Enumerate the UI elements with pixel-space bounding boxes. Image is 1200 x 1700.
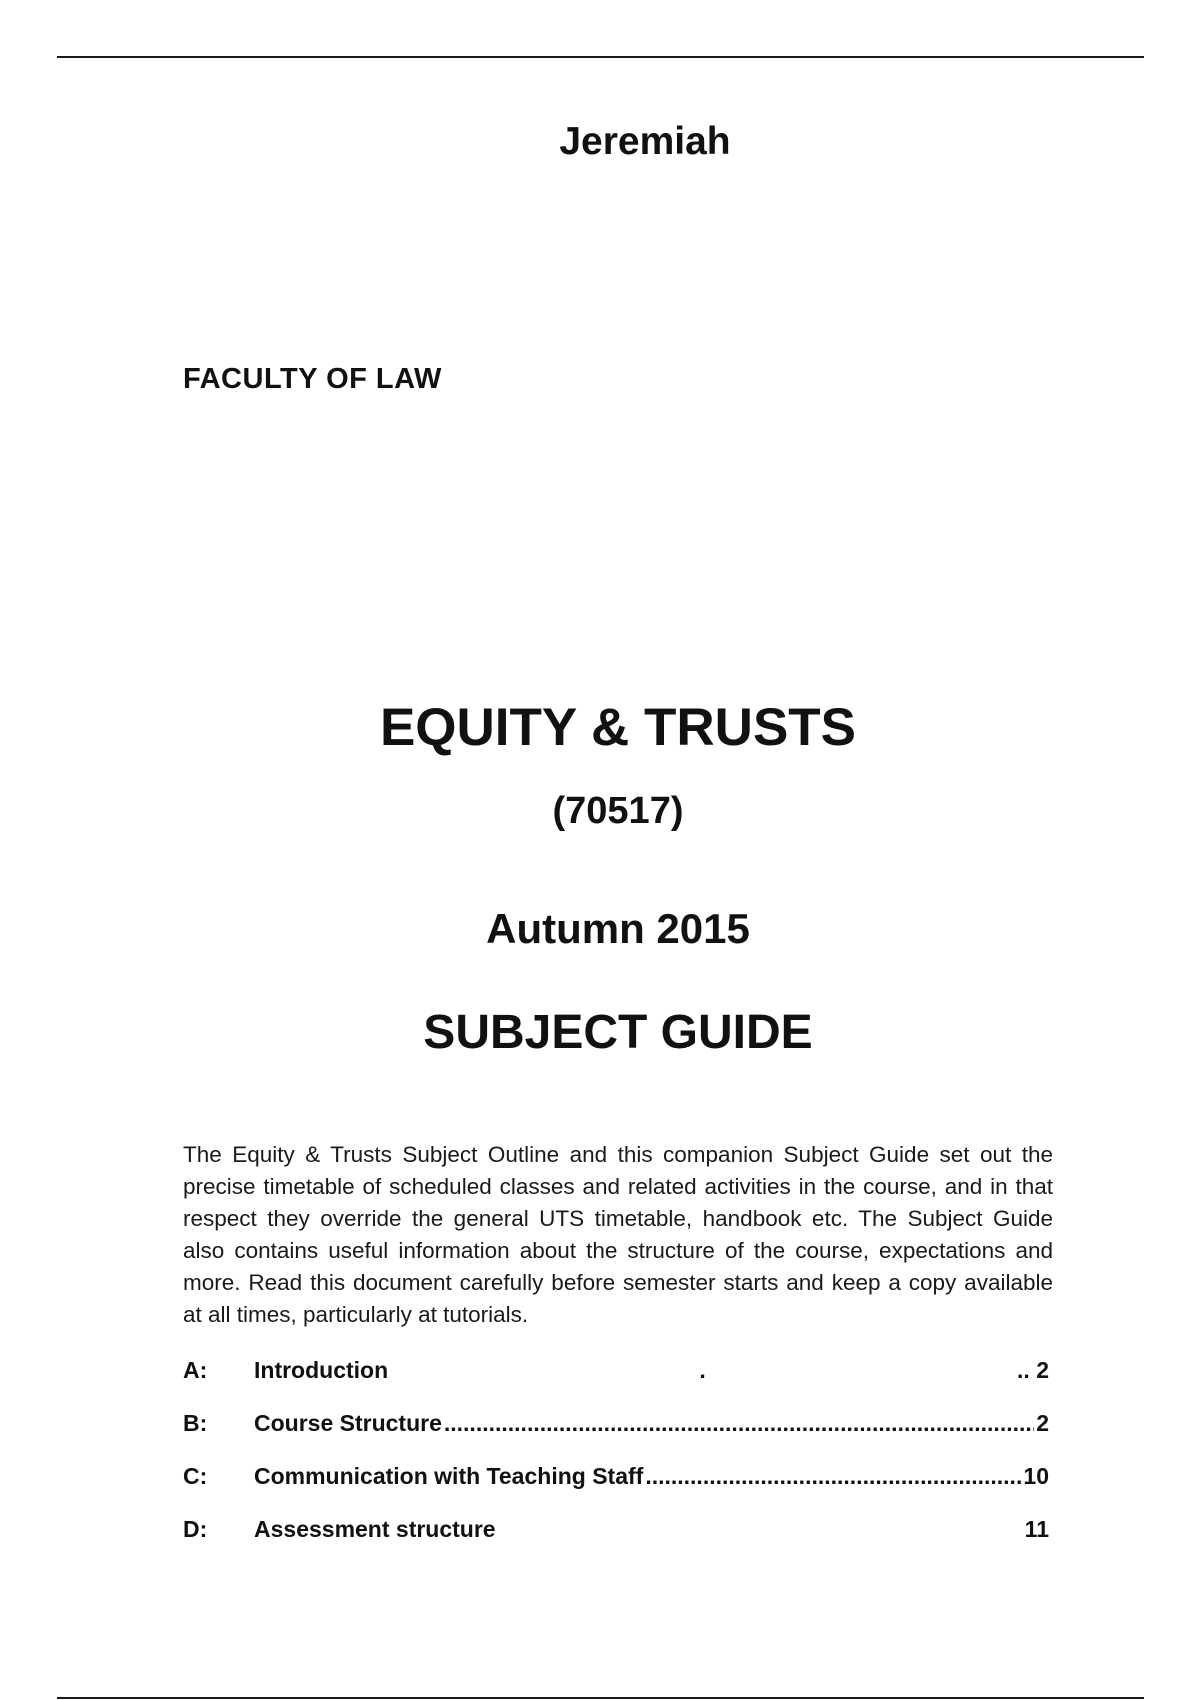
toc-label: Introduction: [254, 1357, 389, 1383]
bottom-rule: [57, 1697, 1144, 1699]
term-label: Autumn 2015: [486, 905, 750, 952]
toc-page-number: .. 2: [1017, 1357, 1049, 1383]
toc-letter: D:: [183, 1516, 208, 1542]
subject-title: EQUITY & TRUSTS: [379, 698, 857, 757]
subject-code: (70517): [552, 790, 684, 832]
toc-letter: C:: [183, 1463, 208, 1489]
toc-label: Course Structure: [254, 1410, 442, 1436]
intro-paragraph: The Equity & Trusts Subject Outline and this companion Subject Guide set out the precise timetable of scheduled classes and related activities in the course, and in that respect they override the general UTS timetable, handbook etc. The Subject Guide also contains useful information about the structure of the course, expectations and more. Read this document carefully before semester starts and keep a copy available at all times, particularly at tutorials.: [183, 1142, 1053, 1327]
toc-entry-communication[interactable]: [183, 1463, 1049, 1516]
guide-title: SUBJECT GUIDE: [423, 1006, 813, 1059]
toc-label: Communication with Teaching Staff: [254, 1463, 644, 1489]
toc-page-number: 11: [1024, 1516, 1049, 1542]
toc-entry-assessment[interactable]: [183, 1516, 1049, 1569]
faculty-label: FACULTY OF LAW: [183, 363, 442, 395]
top-rule: [57, 56, 1144, 58]
toc-entry-course-structure[interactable]: [183, 1410, 1049, 1463]
toc-page-number: 2: [1036, 1410, 1049, 1436]
toc-dot-leader: [444, 1410, 1034, 1437]
toc-dot-leader: [645, 1463, 1021, 1490]
author-name: Jeremiah: [559, 120, 731, 163]
table-of-contents: [183, 1357, 1049, 1569]
toc-letter: A:: [183, 1357, 208, 1383]
toc-entry-introduction[interactable]: [183, 1357, 1049, 1410]
toc-letter: B:: [183, 1410, 208, 1436]
toc-page-number: 10: [1023, 1463, 1049, 1489]
toc-label: Assessment structure: [254, 1516, 496, 1542]
toc-leader: .: [699, 1357, 706, 1383]
